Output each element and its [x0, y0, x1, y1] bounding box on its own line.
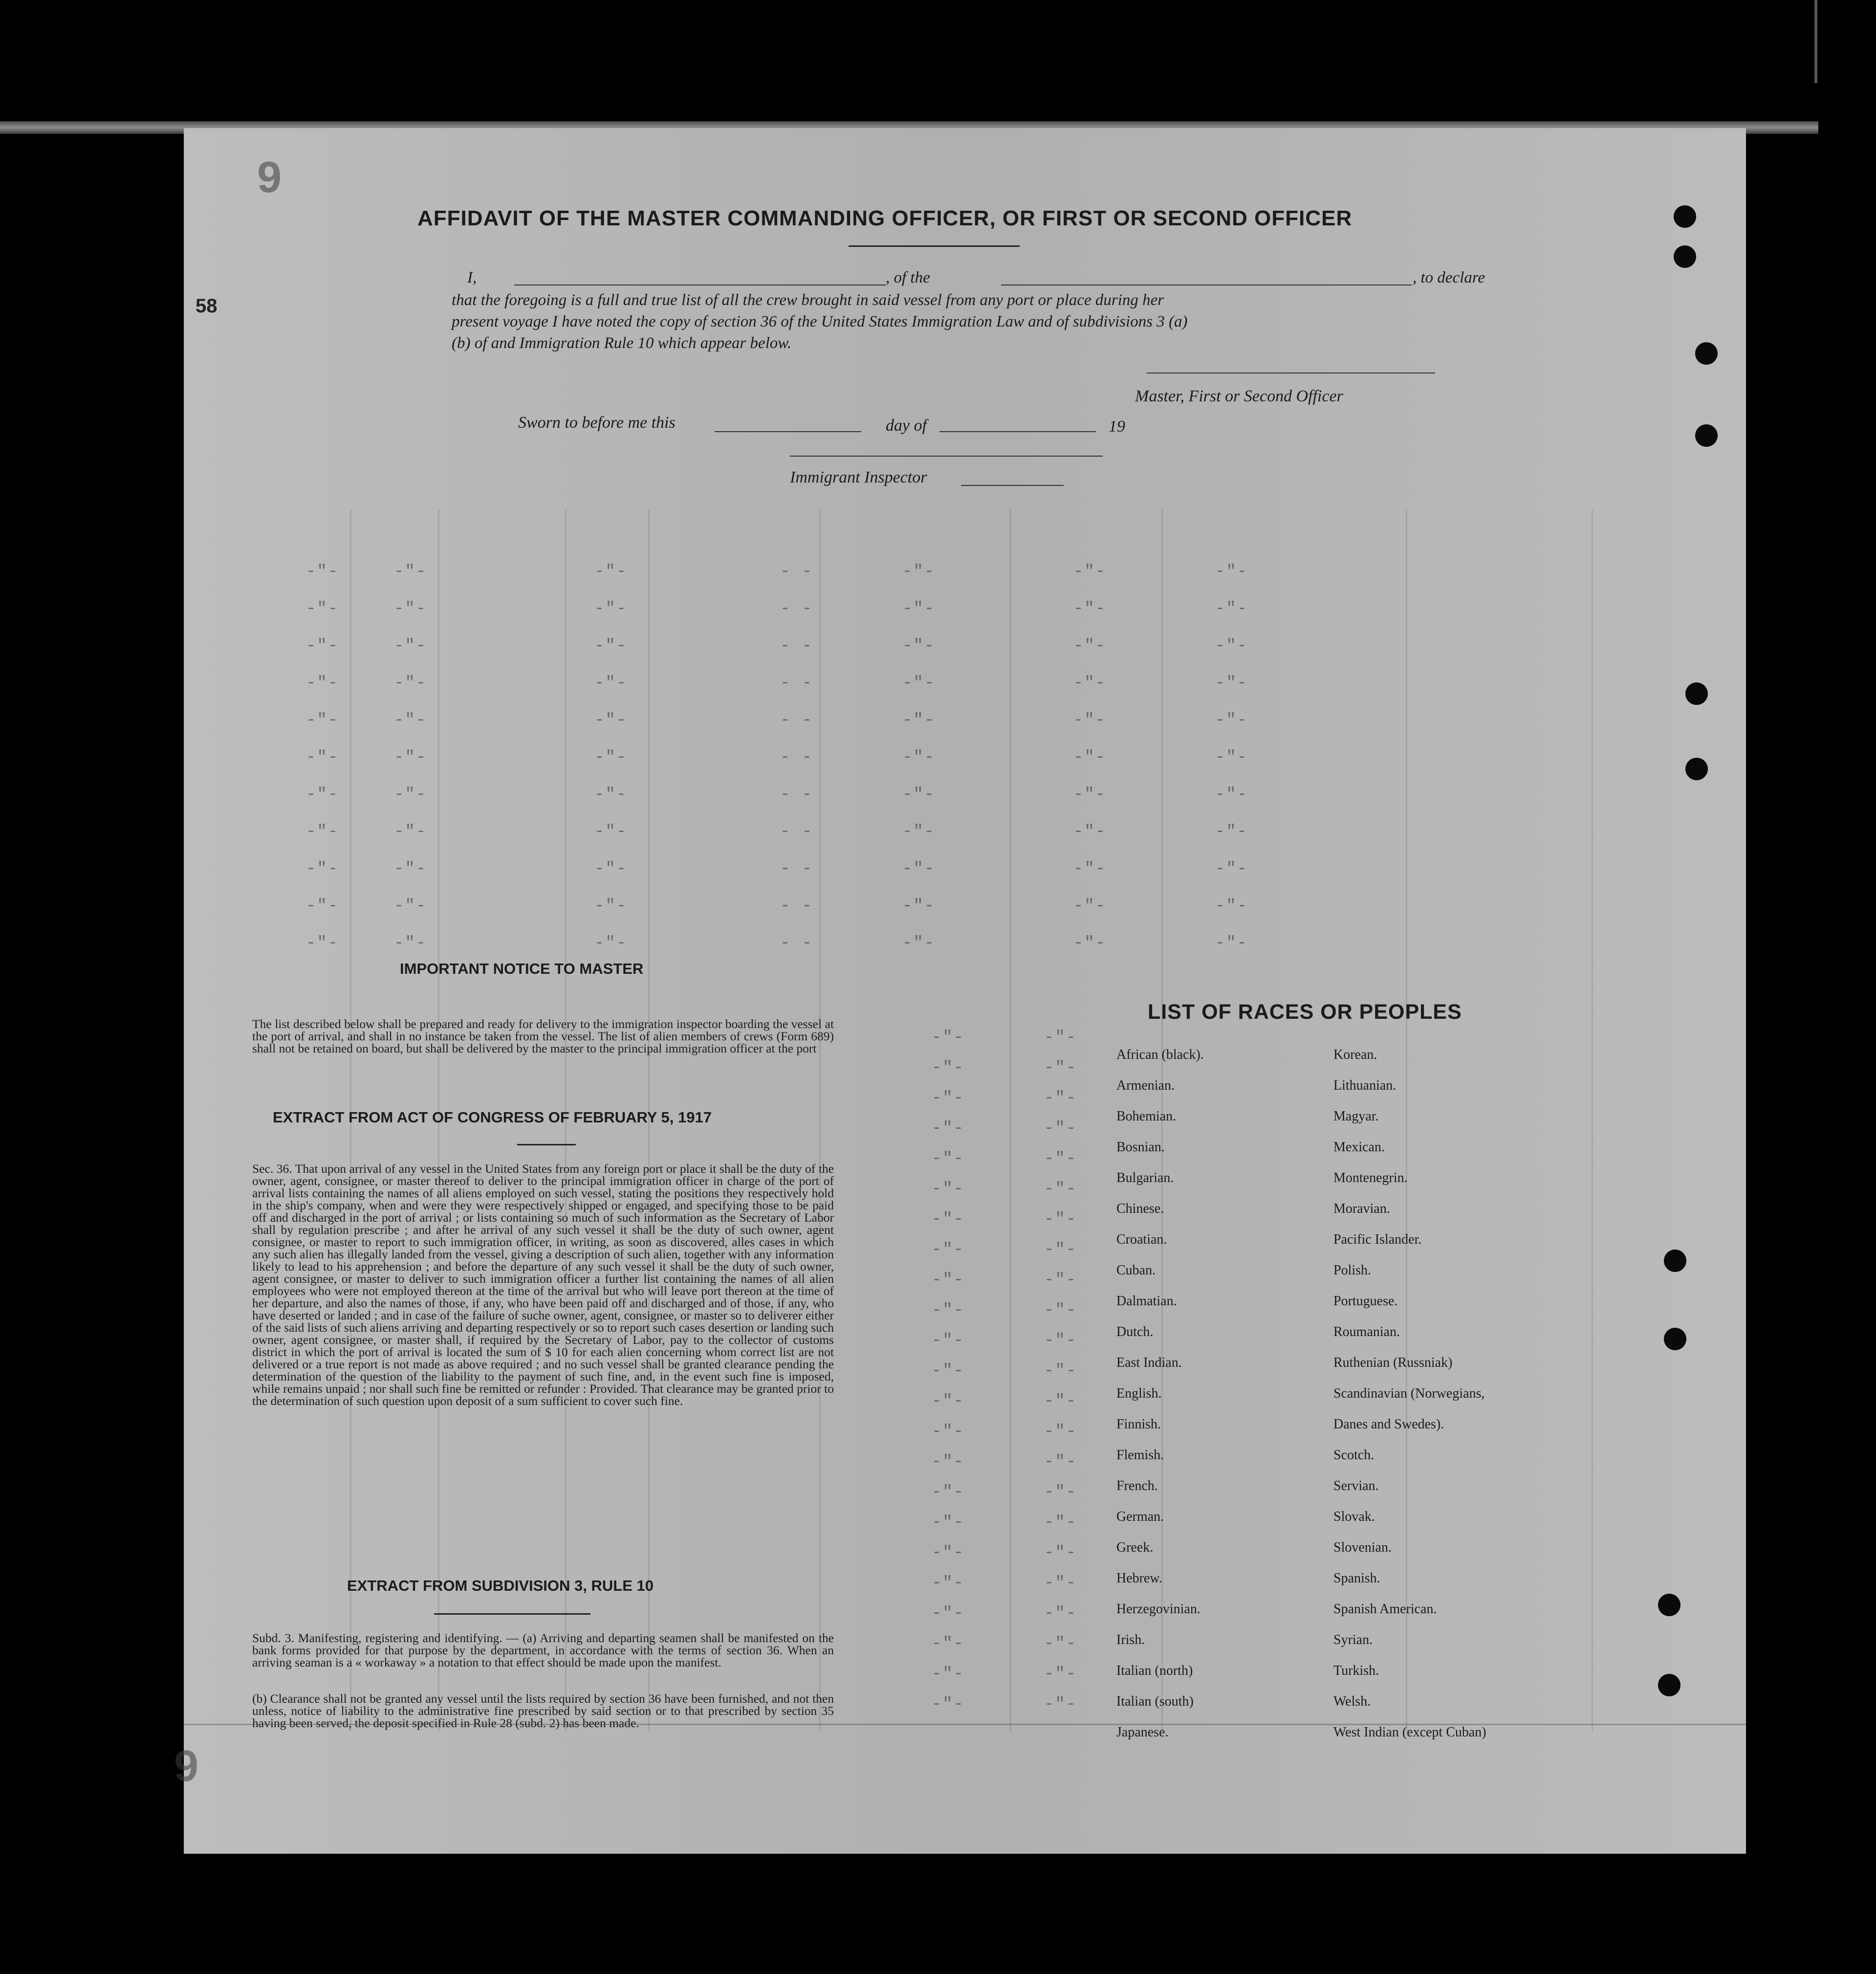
ghost-dash-column: - - - - - - - - - - - - - - - - - - - - - -	[780, 563, 813, 953]
extract-rule-title: EXTRACT FROM SUBDIVISION 3, RULE 10	[347, 1577, 654, 1594]
race-entry: African (black).	[1116, 1047, 1204, 1062]
race-entry: Greek.	[1116, 1540, 1154, 1555]
race-entry: Lithuanian.	[1333, 1078, 1396, 1093]
punch-hole	[1695, 424, 1718, 447]
punch-hole	[1674, 245, 1696, 268]
ghost-column-rule	[819, 509, 821, 1732]
inspector-label: Immigrant Inspector	[790, 468, 927, 486]
corner-page-number: 9	[257, 153, 282, 202]
notice-title: IMPORTANT NOTICE TO MASTER	[400, 960, 644, 977]
punch-hole	[1658, 1674, 1680, 1696]
race-entry: Bosnian.	[1116, 1140, 1165, 1155]
ghost-dash-column: -"- -"- -"- -"- -"- -"- -"- -"- -"- -"- -"-	[902, 563, 936, 953]
race-entry: German.	[1116, 1509, 1164, 1524]
corner-page-number: 9	[174, 1742, 199, 1791]
notice-text: The list described below shall be prepared and ready for delivery to the immigration inspector boarding the vessel at the port of arrival, and shall in no instance be taken from the vessel. The list of alien members of crews (Form 689) shall not be retained on board, but shall be delivered by the master to the principal immigration officer at the port	[252, 1017, 834, 1055]
race-entry: Cuban.	[1116, 1263, 1156, 1278]
inspector-blank	[961, 485, 1064, 486]
race-entry: Portuguese.	[1333, 1294, 1398, 1309]
month-blank	[939, 431, 1096, 432]
race-entry: Slovenian.	[1333, 1540, 1392, 1555]
race-entry: English.	[1116, 1386, 1162, 1401]
extract-act-text: Sec. 36. That upon arrival of any vessel in the United States from any foreign port or place it shall be the duty of the owner, agent, consignee, or master thereof to deliver to the principal immigration officer in charge of the port of arrival lists containing the names of all aliens employed on such vessel, stating the positions they respectively hold in the ship's company, when and were they were respectively shipped or engaged, and specifying those to be paid off and discharged in the port of arrival ; or lists containing so much of such information as the Secretary of Labor shall by regulation prescribe ; and after he arrival of any such vessel it shall be the duty of such owner, agent consignee, or master to report to such immigration officer, in writing, as soon as discovered, alles cases in which any such alien has illegally landed from the vessel, giving a description of such alien, together with any information likely to lead to his apprehension ; and before the departure of any such vessel it shall be the duty of such owner, agent consignee, or master to deliver to such immigration officer a further list containing the names of all alien employees who were not employed thereon at the time of the arrival but who will leave port thereon at the time of her departure, and also the names of those, if any, who have been paid off and discharged and of those, if any, who have deserted or landed ; and in case of the failure of suche owner, agent, consignee, or master so to deliverer either of the said lists of such aliens arriving and departing respectively or so to report such cases desertion or landing such owner, agent consignee, or master shall, if required by the Secretary of Labor, pay to the collector of customs district in which the port of arrival is located the sum of $ 10 for each alien concerning whom correct list are not delivered or a true report is not made as above required ; and no such vessel shall be granted clearance pending the determination of the question of the liability to the payment of such fine, and, in the event such fine is imposed, while remains unpaid ; nor shall such fine be remitted or refunder : Provided. That clearance may be granted prior to the determination of such question upon deposit of a sum sufficient to cover such fine.	[252, 1162, 834, 1408]
ghost-column-rule	[1592, 509, 1593, 1732]
punch-hole	[1664, 1328, 1686, 1350]
extract-act-underline	[517, 1144, 576, 1145]
race-entry: Danes and Swedes).	[1333, 1417, 1444, 1432]
race-entry: Croatian.	[1116, 1232, 1167, 1247]
affidavit-line-2: that the foregoing is a full and true list of all the crew brought in said vessel from any port or place during her	[452, 291, 1164, 309]
inspector-signature-blank	[790, 456, 1103, 457]
race-entry: Dalmatian.	[1116, 1294, 1177, 1309]
races-title: LIST OF RACES OR PEOPLES	[1148, 1000, 1462, 1024]
race-entry: Bohemian.	[1116, 1109, 1177, 1124]
race-entry: Japanese.	[1116, 1725, 1169, 1740]
race-entry: Servian.	[1333, 1478, 1379, 1493]
affidavit-of-the: , of the	[886, 269, 930, 286]
punch-hole	[1664, 1250, 1686, 1272]
race-entry: Slovak.	[1333, 1509, 1375, 1524]
race-entry: Irish.	[1116, 1632, 1145, 1647]
year-label: 19	[1109, 417, 1125, 436]
race-entry: Chinese.	[1116, 1201, 1164, 1216]
race-entry: Italian (south)	[1116, 1694, 1194, 1709]
race-entry: Mexican.	[1333, 1140, 1385, 1155]
affidavit-line-3: present voyage I have noted the copy of section 36 of the United States Immigration Law and of subdivisions 3 (a)	[452, 313, 1188, 330]
race-entry: Scandinavian (Norwegians,	[1333, 1386, 1485, 1401]
affidavit-line-4: (b) of and Immigration Rule 10 which appear below.	[452, 334, 792, 352]
race-entry: Finnish.	[1116, 1417, 1161, 1432]
race-entry: Korean.	[1333, 1047, 1377, 1062]
race-entry: Magyar.	[1333, 1109, 1379, 1124]
punch-hole	[1685, 682, 1708, 705]
affidavit-i: I,	[467, 269, 477, 286]
film-frame-edge	[1814, 0, 1817, 83]
ghost-dash-column: -"- -"- -"- -"- -"- -"- -"- -"- -"- -"- -"-	[1215, 563, 1248, 953]
extract-rule-underline	[434, 1613, 590, 1615]
document-page	[174, 128, 1746, 1854]
ghost-column-rule	[1406, 509, 1407, 1732]
ghost-column-rule	[1010, 509, 1011, 1732]
extract-act-title: EXTRACT FROM ACT OF CONGRESS OF FEBRUARY 5, 1917	[273, 1109, 712, 1126]
ghost-dash-column: -"- -"- -"- -"- -"- -"- -"- -"- -"- -"- -"- -"- -"- -"- -"- -"- -"- -"- -"- -"- -"- -"- -"-	[932, 1029, 965, 1714]
race-entry: Ruthenian (Russniak)	[1333, 1355, 1453, 1370]
margin-annotation: 58	[196, 295, 218, 317]
ghost-dash-column: -"- -"- -"- -"- -"- -"- -"- -"- -"- -"- -"-	[1073, 563, 1107, 953]
race-entry: Armenian.	[1116, 1078, 1175, 1093]
race-entry: Italian (north)	[1116, 1663, 1193, 1678]
ghost-dash-column: -"- -"- -"- -"- -"- -"- -"- -"- -"- -"- -"-	[306, 563, 339, 953]
race-entry: East Indian.	[1116, 1355, 1182, 1370]
punch-hole	[1674, 205, 1696, 228]
race-entry: Spanish American.	[1333, 1601, 1437, 1617]
race-entry: Spanish.	[1333, 1571, 1380, 1586]
officer-label: Master, First or Second Officer	[1135, 387, 1343, 405]
race-entry: Polish.	[1333, 1263, 1372, 1278]
day-blank	[715, 431, 861, 432]
race-entry: Bulgarian.	[1116, 1170, 1174, 1185]
extract-rule-text-a: Subd. 3. Manifesting, registering and identifying. — (a) Arriving and departing seamen shall be manifested on the bank forms provided for that purpose by the department, in accordance with the terms of section 36. When an arriving seaman is a « workaway » a notation to that effect should be made upon the manifest.	[252, 1631, 834, 1669]
day-of-label: day of	[886, 417, 927, 435]
ghost-dash-column: -"- -"- -"- -"- -"- -"- -"- -"- -"- -"- -"- -"- -"- -"- -"- -"- -"- -"- -"- -"- -"- -"- -"-	[1044, 1029, 1077, 1714]
race-entry: Flemish.	[1116, 1448, 1164, 1463]
sworn-label: Sworn to before me this	[518, 414, 676, 432]
race-entry: Roumanian.	[1333, 1324, 1400, 1339]
page-bottom-rule	[184, 1724, 1746, 1725]
race-entry: Herzegovinian.	[1116, 1601, 1200, 1617]
punch-hole	[1695, 342, 1718, 365]
race-entry: Scotch.	[1333, 1448, 1374, 1463]
race-entry: Pacific Islander.	[1333, 1232, 1422, 1247]
race-entry: Syrian.	[1333, 1632, 1373, 1647]
affidavit-title: AFFIDAVIT OF THE MASTER COMMANDING OFFICER, OR FIRST OR SECOND OFFICER	[417, 206, 1352, 230]
punch-hole	[1685, 758, 1708, 780]
ghost-dash-column: -"- -"- -"- -"- -"- -"- -"- -"- -"- -"- -"-	[594, 563, 628, 953]
race-entry: French.	[1116, 1478, 1158, 1493]
race-entry: West Indian (except Cuban)	[1333, 1725, 1486, 1740]
race-entry: Moravian.	[1333, 1201, 1390, 1216]
punch-hole	[1658, 1594, 1680, 1616]
ghost-dash-column: -"- -"- -"- -"- -"- -"- -"- -"- -"- -"- -"-	[394, 563, 427, 953]
extract-rule-text-b: (b) Clearance shall not be granted any vessel until the lists required by section 36 have been furnished, and not then unless, notice of liability to the administrative fine prescribed by said section or to that prescribed by section 35 having been served, the deposit specified in Rule 28 (subd. 2) has been made.	[252, 1691, 834, 1730]
race-entry: Hebrew.	[1116, 1571, 1162, 1586]
race-entry: Montenegrin.	[1333, 1170, 1408, 1185]
race-entry: Dutch.	[1116, 1324, 1154, 1339]
race-entry: Welsh.	[1333, 1694, 1371, 1709]
race-entry: Turkish.	[1333, 1663, 1379, 1678]
affidavit-declare: , to declare	[1413, 269, 1485, 286]
title-underline	[849, 245, 1020, 247]
